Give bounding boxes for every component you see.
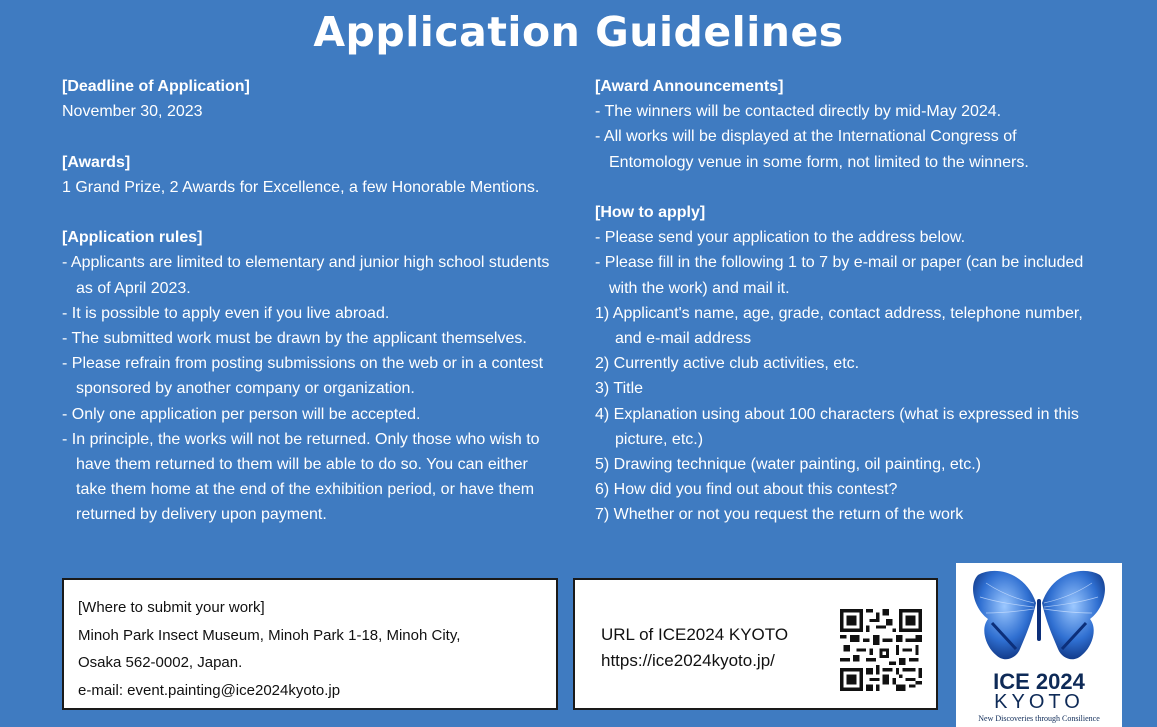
url-label: URL of ICE2024 KYOTO bbox=[601, 625, 789, 644]
rule-item: - The submitted work must be drawn by the applicant themselves. bbox=[62, 330, 527, 347]
submit-heading: [Where to submit your work] bbox=[78, 599, 265, 616]
announcement-heading: [Award Announcements] bbox=[595, 78, 784, 95]
left-column bbox=[62, 74, 562, 528]
how-to-apply-item: - Please send your application to the address below. bbox=[595, 229, 966, 247]
form-field-item: 2) Currently active club activities, etc. bbox=[595, 355, 860, 373]
form-field-item: 7) Whether or not you request the return of the work bbox=[595, 506, 964, 524]
how-to-apply-item: - Please fill in the following 1 to 7 by e-mail or paper (can be included with the work) and mail it. bbox=[595, 254, 1084, 297]
logo-tagline: New Discoveries through Consilience bbox=[978, 714, 1100, 723]
rule-item: - Only one application per person will be accepted. bbox=[62, 405, 421, 423]
announcement-item: - All works will be displayed at the International Congress of Entomology venue in some form, not limited to the winners. bbox=[595, 128, 1029, 171]
page-title: Application Guidelines bbox=[313, 8, 844, 56]
rules-heading: [Application rules] bbox=[62, 229, 203, 247]
announcement-item: - The winners will be contacted directly by mid-May 2024. bbox=[595, 103, 1002, 121]
ice2024-logo bbox=[956, 563, 1122, 727]
form-field-item: 5) Drawing technique (water painting, oil painting, etc.) bbox=[595, 456, 981, 474]
url-box bbox=[573, 578, 938, 710]
form-field-item: 6) How did you find out about this contest? bbox=[595, 481, 898, 499]
submit-address-box bbox=[62, 578, 558, 710]
butterfly-icon bbox=[956, 563, 1122, 673]
form-field-item: 4) Explanation using about 100 characters (what is expressed in this picture, etc.) bbox=[595, 405, 1079, 448]
logo-ice-text: ICE 2024 bbox=[993, 669, 1085, 694]
awards-text: 1 Grand Prize, 2 Awards for Excellence, a few Honorable Mentions. bbox=[62, 178, 540, 196]
email-address[interactable]: e-mail: event.painting@ice2024kyoto.jp bbox=[78, 681, 341, 699]
rule-item: - In principle, the works will not be returned. Only those who wish to have them returned to them will be able to do so. You can either take them home at the end of the exhibition period, or have them returned by delivery upon payment. bbox=[62, 430, 540, 524]
form-field-item: 3) Title bbox=[595, 380, 644, 398]
address-line: Osaka 562-0002, Japan. bbox=[78, 654, 243, 671]
qr-code-icon[interactable] bbox=[840, 609, 922, 691]
awards-heading: [Awards] bbox=[62, 153, 131, 171]
rule-item: - It is possible to apply even if you live abroad. bbox=[62, 304, 390, 322]
deadline-date: November 30, 2023 bbox=[62, 103, 203, 121]
logo-kyoto-text: KYOTO bbox=[994, 691, 1084, 713]
website-url[interactable]: https://ice2024kyoto.jp/ bbox=[601, 651, 775, 670]
form-field-item: 1) Applicant's name, age, grade, contact address, telephone number, and e-mail address bbox=[595, 304, 1083, 348]
right-column bbox=[595, 74, 1100, 528]
rule-item: - Applicants are limited to elementary and junior high school students as of April 2023. bbox=[62, 254, 550, 297]
address-line: Minoh Park Insect Museum, Minoh Park 1-18, Minoh City, bbox=[78, 626, 461, 644]
rule-item: - Please refrain from posting submissions on the web or in a contest sponsored by another company or organization. bbox=[62, 355, 544, 398]
deadline-heading: [Deadline of Application] bbox=[62, 78, 250, 95]
how-to-apply-heading: [How to apply] bbox=[595, 204, 706, 221]
